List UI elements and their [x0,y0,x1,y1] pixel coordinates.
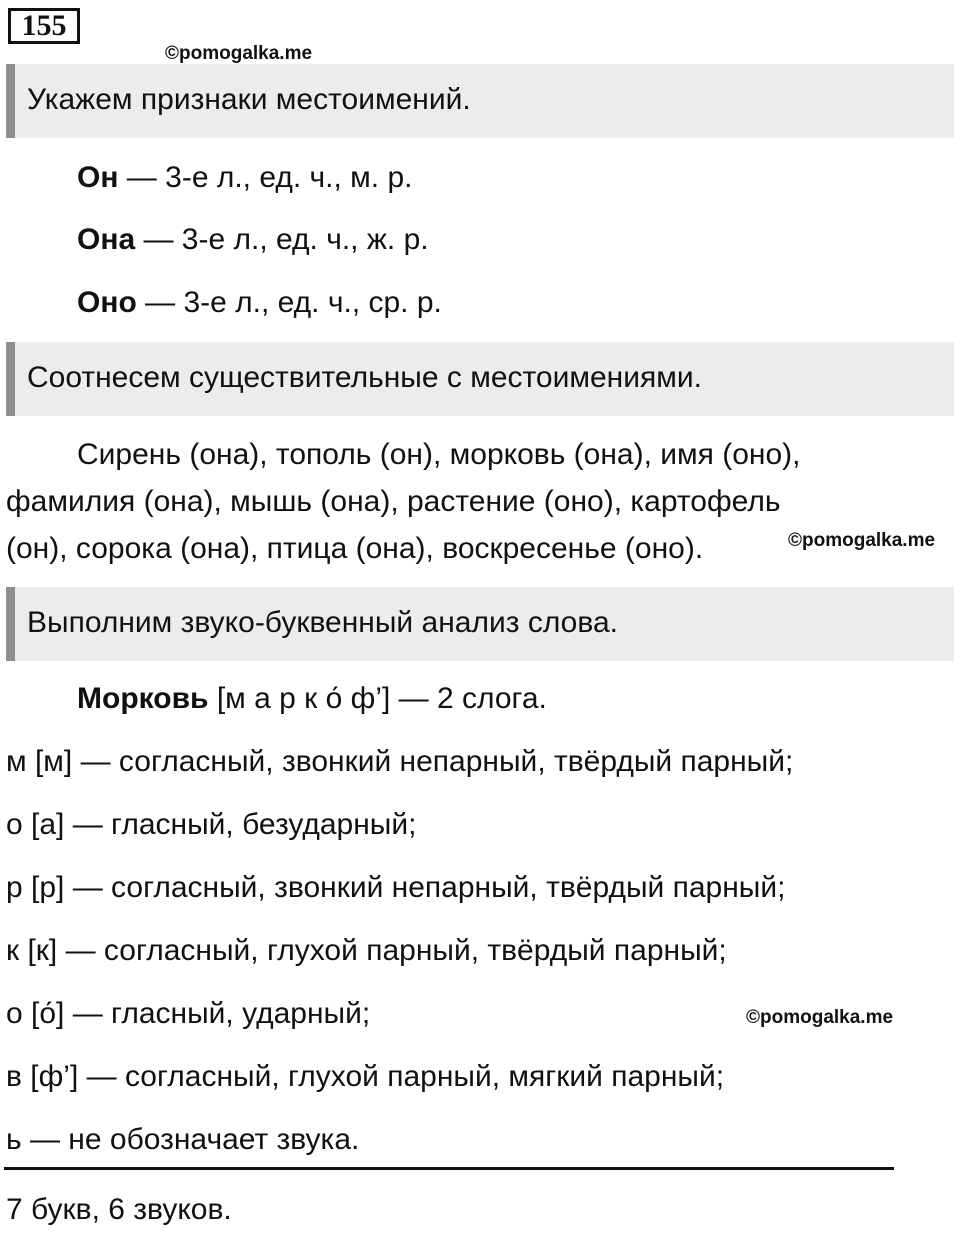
pronoun-line-ono [77,285,442,321]
divider-line [4,1167,894,1170]
watermark-middle: ©pomogalka.me [788,530,936,551]
pronoun-word: Она [77,223,136,256]
pronoun-line-on [77,160,413,196]
nouns-line-3: (он), сорока (она), птица (она), воскресенье (оно). [6,532,704,565]
section-heading-pronoun-features [6,64,954,138]
pronoun-word: Оно [77,286,137,319]
pronoun-line-ona [77,222,429,258]
letter-line: в [ф’] — согласный, глухой парный, мягкий парный; [6,1060,725,1093]
section-heading-text: Выполним звуко-буквенный анализ слова. [27,606,618,639]
pronoun-word: Он [77,161,119,194]
analysis-word: Морковь [77,682,209,715]
nouns-line-1: Сирень (она), тополь (он), морковь (она), имя (оно), [77,438,801,471]
analysis-transcription: [м а р к о́ ф’] — 2 слога. [208,682,547,715]
pronoun-desc: — 3-е л., ед. ч., м. р. [118,161,413,194]
nouns-line-2: фамилия (она), мышь (она), растение (оно), картофель [6,485,781,518]
pronoun-desc: — 3-е л., ед. ч., ж. р. [135,223,429,256]
letter-line: о [о́] — гласный, ударный; [6,997,371,1030]
section-heading-text: Укажем признаки местоимений. [27,83,471,116]
section-heading-nouns [6,342,954,416]
pronoun-desc: — 3-е л., ед. ч., ср. р. [136,286,442,319]
watermark-top: ©pomogalka.me [165,43,313,64]
section-heading-text: Соотнесем существительные с местоимениями. [27,361,702,394]
letter-line: ь — не обозначает звука. [6,1123,360,1156]
analysis-title [77,681,547,717]
task-number: 155 [8,8,80,44]
watermark-bottom: ©pomogalka.me [746,1007,894,1028]
letter-line: о [а] — гласный, безударный; [6,808,417,841]
letter-line: к [к] — согласный, глухой парный, твёрдый парный; [6,934,727,967]
section-heading-analysis [6,587,954,661]
letter-line: м [м] — согласный, звонкий непарный, твёрдый парный; [6,745,794,778]
summary: 7 букв, 6 звуков. [6,1193,232,1226]
letter-line: р [р] — согласный, звонкий непарный, твёрдый парный; [6,871,786,904]
